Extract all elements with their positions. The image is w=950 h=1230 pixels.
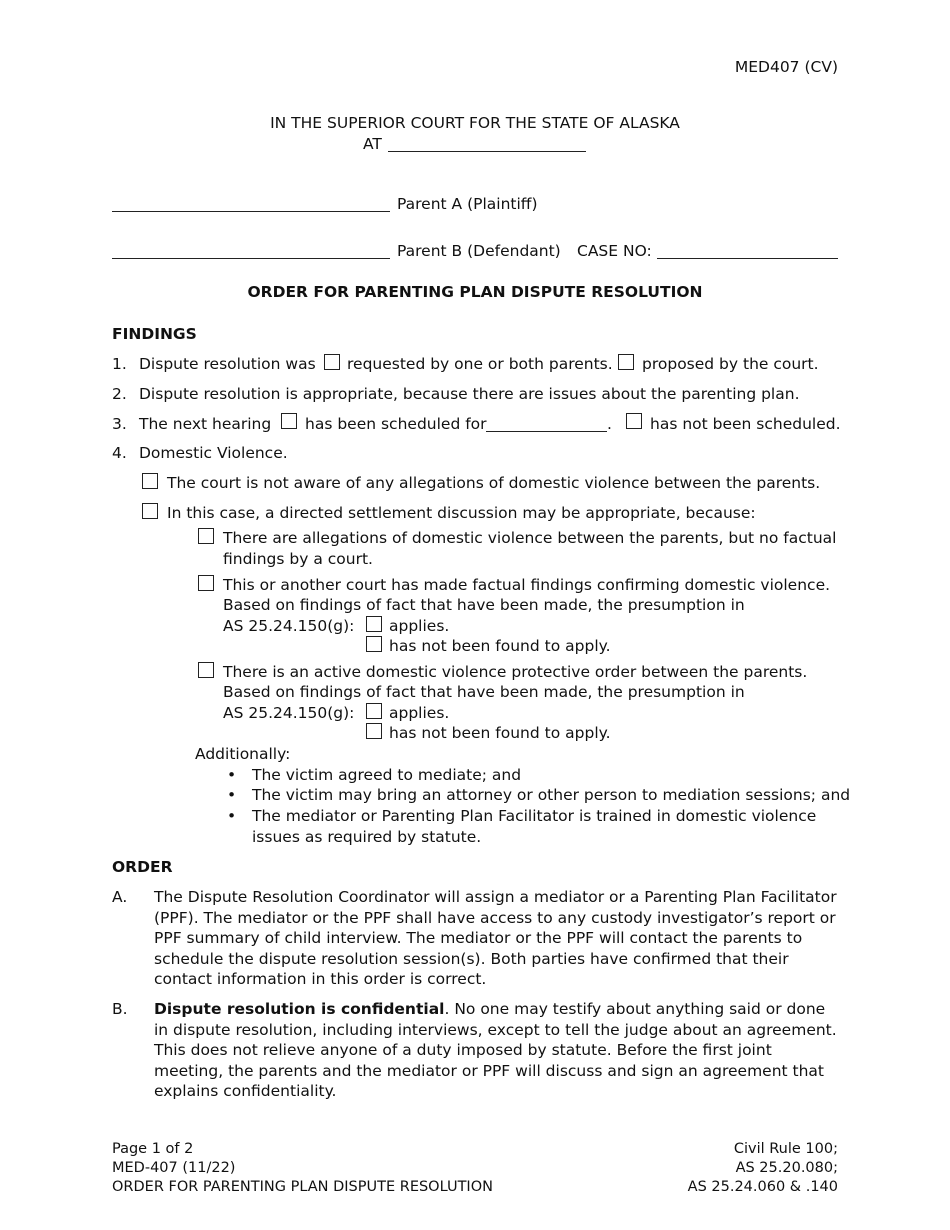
dv-protective-order-statute: AS 25.24.150(g): xyxy=(223,704,355,722)
location-field[interactable] xyxy=(388,151,586,152)
findings-presumption-applies-checkbox[interactable] xyxy=(366,616,382,632)
bullet-1-text: The victim agreed to mediate; and xyxy=(252,766,522,784)
order-presumption-not-found-checkbox[interactable] xyxy=(366,723,382,739)
order-presumption-applies-checkbox[interactable] xyxy=(366,703,382,719)
hearing-date-field[interactable] xyxy=(486,431,607,432)
footer-rule-3: AS 25.24.060 & .140 xyxy=(687,1179,838,1195)
at-label: AT xyxy=(363,135,382,153)
requested-by-parents-checkbox[interactable] xyxy=(324,354,340,370)
dv-allegations-checkbox[interactable] xyxy=(198,528,214,544)
bullet-2-marker: • xyxy=(227,786,237,804)
document-title: ORDER FOR PARENTING PLAN DISPUTE RESOLUTION xyxy=(247,283,703,301)
directed-settlement-label: In this case, a directed settlement discussion may be appropriate, because: xyxy=(167,504,756,522)
footer-form-rev: MED-407 (11/22) xyxy=(112,1160,236,1176)
proposed-by-court-checkbox[interactable] xyxy=(618,354,634,370)
not-aware-dv-checkbox[interactable] xyxy=(142,473,158,489)
court-title: IN THE SUPERIOR COURT FOR THE STATE OF ALASKA xyxy=(270,114,680,132)
finding-4-text: Domestic Violence. xyxy=(139,444,288,462)
bullet-2-text: The victim may bring an attorney or other person to mediation sessions; and xyxy=(252,786,851,804)
bullet-3-marker: • xyxy=(227,807,237,825)
order-heading: ORDER xyxy=(112,858,173,876)
order-a-text: The Dispute Resolution Coordinator will assign a mediator or a Parenting Plan Facilitator (PPF). The mediator or the PPF shall have access to any custody investigator’s report or PPF summary of child interview. The mediator or the PPF will contact the parents to schedule the dispute resolution session(s). Both parties have confirmed that their contact information in this order is correct. xyxy=(154,888,837,988)
findings-heading: FINDINGS xyxy=(112,325,197,343)
dv-findings-line2: Based on findings of fact that have been made, the presumption in xyxy=(223,596,745,614)
order-presumption-applies-label: applies. xyxy=(389,704,450,722)
parent-a-name-field[interactable] xyxy=(112,211,390,212)
footer-page: Page 1 of 2 xyxy=(112,1141,194,1157)
dv-allegations-line2: findings by a court. xyxy=(223,550,373,568)
footer-form-title: ORDER FOR PARENTING PLAN DISPUTE RESOLUTION xyxy=(112,1179,493,1195)
finding-1-number: 1. xyxy=(112,355,127,373)
findings-presumption-not-found-checkbox[interactable] xyxy=(366,636,382,652)
finding-1-text: Dispute resolution was xyxy=(139,355,316,373)
case-no-field[interactable] xyxy=(657,258,838,259)
order-b-paragraph xyxy=(154,999,838,1102)
additionally-label: Additionally: xyxy=(195,745,291,763)
directed-settlement-checkbox[interactable] xyxy=(142,503,158,519)
hearing-scheduled-checkbox[interactable] xyxy=(281,413,297,429)
not-aware-dv-label: The court is not aware of any allegations of domestic violence between the parents. xyxy=(167,474,821,492)
form-code: MED407 (CV) xyxy=(734,58,838,76)
hearing-scheduled-label: has been scheduled for xyxy=(305,415,487,433)
hearing-period: . xyxy=(607,415,612,433)
dv-findings-checkbox[interactable] xyxy=(198,575,214,591)
parent-b-name-field[interactable] xyxy=(112,258,390,259)
hearing-not-scheduled-checkbox[interactable] xyxy=(626,413,642,429)
bullet-1-marker: • xyxy=(227,766,237,784)
case-no-label: CASE NO: xyxy=(577,242,652,260)
order-presumption-not-found-label: has not been found to apply. xyxy=(389,724,611,742)
parent-a-label: Parent A (Plaintiff) xyxy=(397,195,538,213)
order-b-label: B. xyxy=(112,1000,128,1018)
order-b-text: . No one may testify about anything said or done in dispute resolution, including interviews, except to tell the judge about an agreement. This does not relieve anyone of a duty imposed by statute. Before the first joint meeting, the parents and the mediator or PPF will discuss and sign an agreement that explains confidentiality. xyxy=(154,1000,837,1100)
bullet-3-line1: The mediator or Parenting Plan Facilitator is trained in domestic violence xyxy=(252,807,817,825)
footer-rule-2: AS 25.20.080; xyxy=(735,1160,838,1176)
order-b-bold: Dispute resolution is confidential xyxy=(154,1000,445,1018)
finding-2-text: Dispute resolution is appropriate, because there are issues about the parenting plan. xyxy=(139,385,800,403)
dv-protective-order-line1: There is an active domestic violence protective order between the parents. xyxy=(223,663,808,681)
dv-protective-order-line2: Based on findings of fact that have been made, the presumption in xyxy=(223,683,745,701)
parent-b-label: Parent B (Defendant) xyxy=(397,242,561,260)
requested-by-parents-label: requested by one or both parents. xyxy=(347,355,613,373)
finding-2-number: 2. xyxy=(112,385,127,403)
findings-presumption-not-found-label: has not been found to apply. xyxy=(389,637,611,655)
dv-allegations-line1: There are allegations of domestic violence between the parents, but no factual xyxy=(223,529,837,547)
order-a-label: A. xyxy=(112,888,128,906)
findings-presumption-applies-label: applies. xyxy=(389,617,450,635)
dv-findings-statute: AS 25.24.150(g): xyxy=(223,617,355,635)
finding-4-number: 4. xyxy=(112,444,127,462)
bullet-3-line2: issues as required by statute. xyxy=(252,828,482,846)
finding-3-number: 3. xyxy=(112,415,127,433)
dv-protective-order-checkbox[interactable] xyxy=(198,662,214,678)
finding-3-text: The next hearing xyxy=(139,415,272,433)
dv-findings-line1: This or another court has made factual findings confirming domestic violence. xyxy=(223,576,831,594)
proposed-by-court-label: proposed by the court. xyxy=(642,355,819,373)
footer-rule-1: Civil Rule 100; xyxy=(733,1141,838,1157)
hearing-not-scheduled-label: has not been scheduled. xyxy=(650,415,841,433)
